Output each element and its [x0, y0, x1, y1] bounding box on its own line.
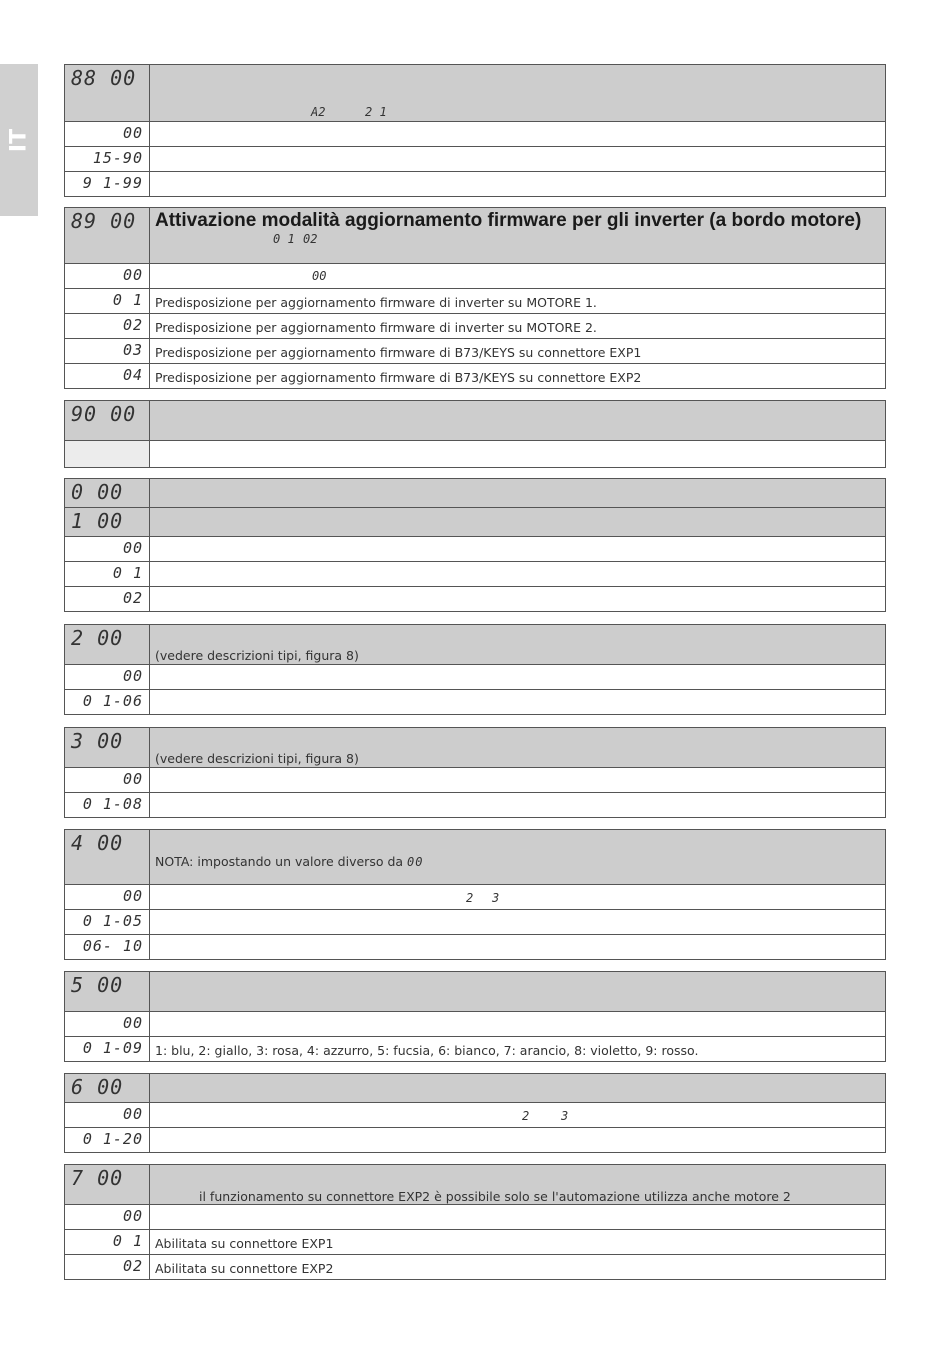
param-code: 1 00: [71, 509, 124, 533]
param-table-6: [64, 1073, 886, 1153]
param-table-3: [64, 727, 886, 818]
param-table-89: [64, 207, 886, 389]
section-title: Attivazione modalità aggiornamento firmware per gli inverter (a bordo motore): [155, 210, 862, 231]
param-table-0-1: [64, 478, 886, 612]
value-code: 03: [122, 341, 143, 359]
value-code: 0 1-08: [82, 795, 143, 813]
value-description: Abilitata su connettore EXP2: [155, 1261, 334, 1276]
value-code: 00: [122, 667, 143, 685]
section-note: il funzionamento su connettore EXP2 è possibile solo se l'automazione utilizza anche motore 2: [199, 1189, 791, 1204]
value-code: 04: [122, 366, 143, 384]
param-code: 6 00: [71, 1075, 124, 1099]
value-code: 0 1-20: [82, 1130, 143, 1148]
seg-value: 3: [561, 1109, 569, 1123]
language-label: IT: [6, 128, 32, 153]
seg-value: A2: [311, 105, 326, 119]
value-description: Predisposizione per aggiornamento firmware di B73/KEYS su connettore EXP1: [155, 345, 642, 360]
value-code: 0 1: [112, 291, 143, 309]
param-code: 7 00: [71, 1166, 124, 1190]
value-code: 0 1: [112, 1232, 143, 1250]
section-note: (vedere descrizioni tipi, figura 8): [155, 648, 359, 663]
param-code: 5 00: [71, 973, 124, 997]
value-code: 00: [122, 1207, 143, 1225]
seg-value: 2 1: [365, 105, 387, 119]
value-code: 00: [122, 887, 143, 905]
param-code: 2 00: [71, 626, 124, 650]
param-code: 88 00: [71, 66, 137, 90]
param-code: 3 00: [71, 729, 124, 753]
value-description: Abilitata su connettore EXP1: [155, 1236, 334, 1251]
param-table-7: [64, 1164, 886, 1280]
value-code: 9 1-99: [82, 174, 143, 192]
section-note: [150, 830, 885, 869]
seg-value: 00: [407, 855, 424, 869]
value-code: 02: [122, 1257, 143, 1275]
value-code: 15-90: [92, 149, 143, 167]
param-table-2: [64, 624, 886, 715]
seg-value: 02: [303, 232, 318, 246]
value-code: 0 1-09: [82, 1039, 143, 1057]
value-code: 0 1: [112, 564, 143, 582]
value-code: 00: [122, 1014, 143, 1032]
seg-value: 2: [522, 1109, 530, 1123]
value-code: 02: [122, 316, 143, 334]
seg-value: 00: [312, 269, 327, 283]
value-description: 1: blu, 2: giallo, 3: rosa, 4: azzurro, 5: fucsia, 6: bianco, 7: arancio, 8: violetto, 9: rosso.: [155, 1043, 699, 1058]
param-code: 89 00: [71, 209, 137, 233]
value-description: Predisposizione per aggiornamento firmware di inverter su MOTORE 1.: [155, 295, 597, 310]
value-code: 00: [122, 539, 143, 557]
note-text: NOTA: impostando un valore diverso da: [155, 854, 404, 869]
param-code: 4 00: [71, 831, 124, 855]
value-code: 06- 10: [82, 937, 143, 955]
section-note: (vedere descrizioni tipi, figura 8): [155, 751, 359, 766]
seg-value: 2: [466, 891, 474, 905]
param-table-90: [64, 400, 886, 468]
value-code: 00: [122, 266, 143, 284]
param-table-4: [64, 829, 886, 960]
value-description: Predisposizione per aggiornamento firmware di B73/KEYS su connettore EXP2: [155, 370, 642, 385]
value-description: Predisposizione per aggiornamento firmware di inverter su MOTORE 2.: [155, 320, 597, 335]
value-code: 02: [122, 589, 143, 607]
param-table-88: [64, 64, 886, 197]
seg-value: 0 1: [273, 232, 295, 246]
seg-value: 3: [492, 891, 500, 905]
value-code: 00: [122, 1105, 143, 1123]
param-code: 90 00: [71, 402, 137, 426]
param-code: 0 00: [71, 480, 124, 504]
language-tab: [0, 64, 38, 216]
param-table-5: [64, 971, 886, 1062]
value-code: 0 1-06: [82, 692, 143, 710]
value-code: 00: [122, 770, 143, 788]
value-code: 00: [122, 124, 143, 142]
value-code: 0 1-05: [82, 912, 143, 930]
